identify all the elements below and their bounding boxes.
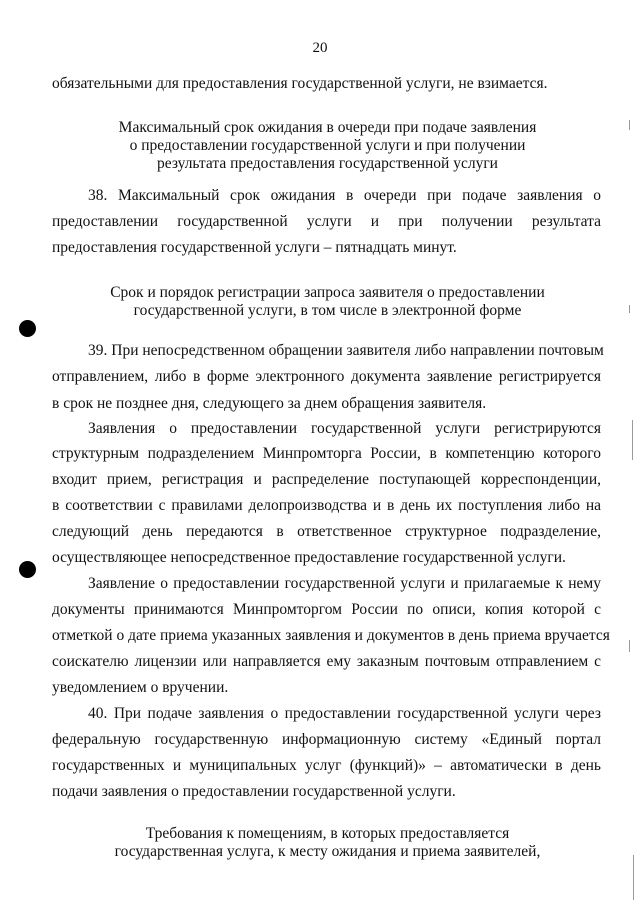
paragraph-40-line: подачи заявления о предоставлении государственной услуги. — [52, 783, 456, 800]
section-heading: государственной услуги, в том числе в электронной форме — [133, 302, 522, 319]
section-heading: результата предоставления государственной услуги — [157, 155, 498, 172]
section-heading: государственная услуга, к месту ожидания и приема заявителей, — [114, 843, 541, 860]
paragraph-40-line: государственных и муниципальных услуг (функций)» – автоматически в день — [52, 757, 601, 774]
paragraph-39-line: соискателю лицензии или направляется ему заказным почтовым отправлением с — [52, 653, 601, 670]
scan-mark — [633, 855, 634, 900]
paragraph-39-line: Заявление о предоставлении государственной услуги и прилагаемые к нему — [88, 575, 601, 592]
paragraph-39-line: отправлением, либо в форме электронного документа заявление регистрируется — [52, 368, 601, 385]
section-heading: о предоставлении государственной услуги и при получении — [129, 137, 526, 154]
paragraph-39-line: документы принимаются Минпромторгом России по описи, копия которой с — [52, 601, 601, 618]
section-heading: Требования к помещениям, в которых предоставляется — [145, 825, 510, 842]
paragraph-39-line: Заявления о предоставлении государственной услуги регистрируются — [88, 420, 601, 437]
paragraph-39-line: осуществляющее непосредственное предоставление государственной услуги. — [52, 549, 566, 566]
paragraph-38-line: предоставления государственной услуги – пятнадцать минут. — [52, 239, 457, 256]
paragraph-38-line: 38. Максимальный срок ожидания в очереди при подаче заявления о — [88, 187, 601, 204]
scan-mark — [632, 420, 633, 460]
paragraph-39-line: входит прием, регистрация и распределение поступающей корреспонденции, — [52, 471, 601, 488]
paragraph-39-line: структурным подразделением Минпромторга России, в компетенцию которого — [52, 445, 601, 462]
paragraph-40-line: 40. При подаче заявления о предоставлении государственной услуги через — [88, 705, 601, 722]
paragraph-39-line: 39. При непосредственном обращении заявителя либо направлении почтовым — [88, 342, 604, 359]
paragraph-38-line: предоставлении государственной услуги и при получении результата — [52, 213, 601, 230]
paragraph-39-line: отметкой о дате приема указанных заявления и документов в день приема вручается — [52, 627, 610, 644]
text-line: обязательными для предоставления государственной услуги, не взимается. — [52, 75, 548, 92]
punch-hole-top — [19, 320, 36, 337]
section-heading: Срок и порядок регистрации запроса заявителя о предоставлении — [110, 284, 545, 301]
paragraph-39-line: уведомлением о вручении. — [52, 679, 229, 696]
scan-mark — [629, 305, 630, 313]
paragraph-39-line: следующий день передаются в ответственное структурное подразделение, — [52, 523, 601, 540]
paragraph-40-line: федеральную государственную информационную систему «Единый портал — [52, 731, 601, 748]
scan-mark — [629, 640, 630, 652]
page-number: 20 — [312, 40, 328, 56]
punch-hole-bottom — [19, 561, 36, 578]
paragraph-39-line: в срок не позднее дня, следующего за днем обращения заявителя. — [52, 395, 487, 412]
section-heading: Максимальный срок ожидания в очереди при подаче заявления — [118, 119, 537, 136]
scan-mark — [629, 120, 630, 130]
paragraph-39-line: в соответствии с правилами делопроизводства и в день их поступления либо на — [52, 497, 601, 514]
